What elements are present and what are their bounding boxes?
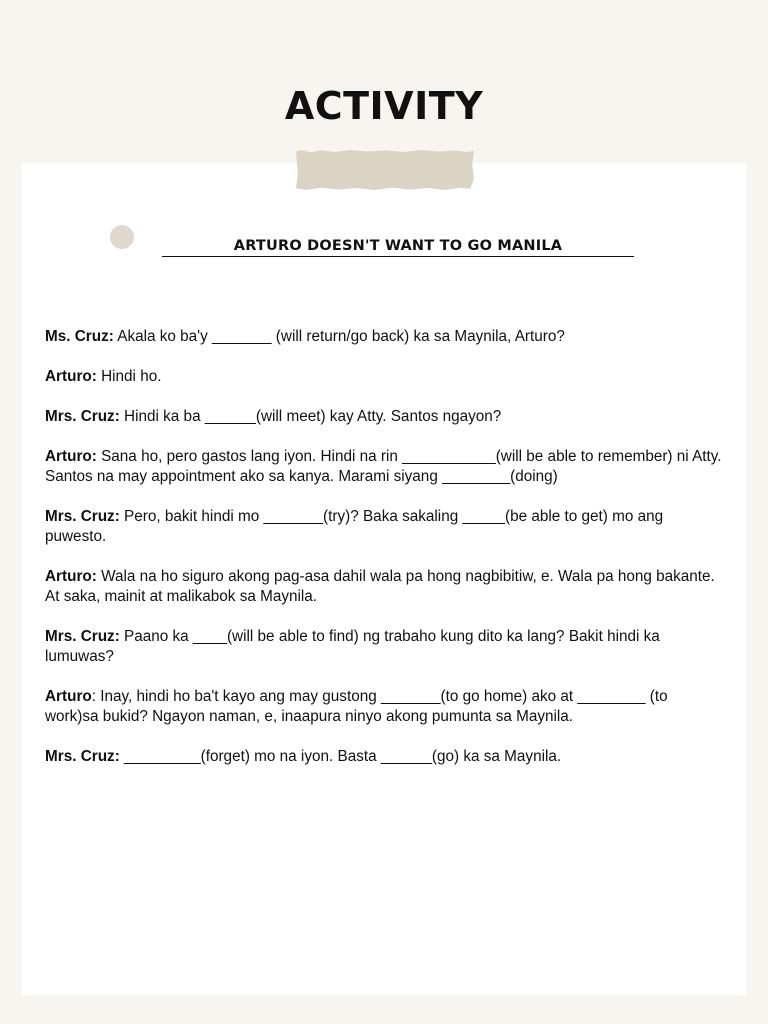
dialogue-line	[45, 367, 725, 387]
speaker: Mrs. Cruz:	[45, 748, 120, 765]
speaker: Arturo:	[45, 448, 97, 465]
line-text: Sana ho, pero gastos lang iyon. Hindi na rin ___________(will be able to remember) ni Atty. Santos na may appointment ako sa kanya. Marami siyang ________(doing)	[45, 448, 722, 485]
dialogue	[45, 327, 725, 787]
page-title: ACTIVITY	[284, 84, 484, 128]
speaker: Mrs. Cruz:	[45, 408, 120, 425]
dialogue-line	[45, 687, 725, 727]
speaker: Ms. Cruz:	[45, 328, 114, 345]
line-text: : Inay, hindi ho ba't kayo ang may gustong _______(to go home) ako at ________ (to work)sa bukid? Ngayon naman, e, inaapura ninyo akong pumunta sa Maynila.	[45, 688, 668, 725]
activity-subtitle: ARTURO DOESN'T WANT TO GO MANILA	[162, 238, 634, 257]
line-text: Wala na ho siguro akong pag-asa dahil wala pa hong nagbibitiw, e. Wala pa hong bakante. At saka, mainit at malikabok sa Maynila.	[45, 568, 715, 605]
line-text: Hindi ho.	[96, 368, 162, 385]
line-text: Hindi ka ba ______(will meet) kay Atty. Santos ngayon?	[119, 408, 502, 425]
speaker: Arturo	[45, 688, 92, 705]
speaker: Mrs. Cruz:	[45, 508, 120, 525]
dialogue-line	[45, 407, 725, 427]
dialogue-line	[45, 327, 725, 347]
dialogue-line	[45, 747, 725, 767]
speaker: Arturo:	[45, 568, 97, 585]
dot-decoration	[110, 225, 134, 249]
speaker: Arturo:	[45, 368, 97, 385]
dialogue-line	[45, 627, 725, 667]
tape-decoration	[296, 150, 474, 190]
dialogue-line	[45, 447, 725, 487]
line-text: Paano ka ____(will be able to find) ng trabaho kung dito ka lang? Bakit hindi ka lumuwas?	[45, 628, 660, 665]
dialogue-line	[45, 507, 725, 547]
speaker: Mrs. Cruz:	[45, 628, 120, 645]
line-text: Akala ko ba'y _______ (will return/go back) ka sa Maynila, Arturo?	[113, 328, 565, 345]
line-text: Pero, bakit hindi mo _______(try)? Baka sakaling _____(be able to get) mo ang puwesto.	[45, 508, 664, 545]
dialogue-line	[45, 567, 725, 607]
line-text: _________(forget) mo na iyon. Basta ______(go) ka sa Maynila.	[119, 748, 562, 765]
